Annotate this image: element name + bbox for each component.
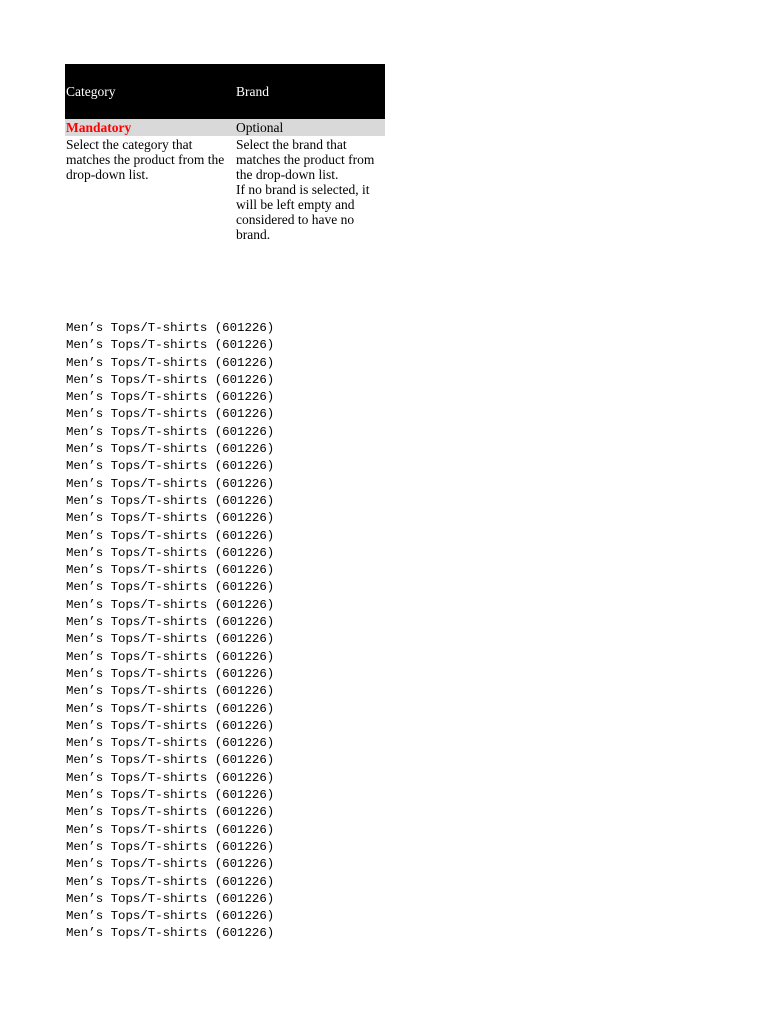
category-value-cell[interactable]: Men’s Tops/T-shirts (601226): [66, 788, 275, 803]
category-value-cell[interactable]: Men’s Tops/T-shirts (601226): [66, 909, 275, 924]
category-value-cell[interactable]: Men’s Tops/T-shirts (601226): [66, 926, 275, 941]
category-value-cell[interactable]: Men’s Tops/T-shirts (601226): [66, 753, 275, 768]
brand-description-line: If no brand is selected, it: [236, 182, 370, 197]
category-value-cell[interactable]: Men’s Tops/T-shirts (601226): [66, 684, 275, 699]
category-value-cell[interactable]: Men’s Tops/T-shirts (601226): [66, 355, 275, 370]
category-value-cell[interactable]: Men’s Tops/T-shirts (601226): [66, 718, 275, 733]
description-row: [65, 136, 385, 242]
brand-header[interactable]: Brand: [236, 83, 269, 99]
category-value-cell[interactable]: Men’s Tops/T-shirts (601226): [66, 597, 275, 612]
category-value-cell[interactable]: Men’s Tops/T-shirts (601226): [66, 770, 275, 785]
category-description-line: drop-down list.: [66, 167, 149, 182]
category-value-cell[interactable]: Men’s Tops/T-shirts (601226): [66, 649, 275, 664]
category-value-cell[interactable]: Men’s Tops/T-shirts (601226): [66, 476, 275, 491]
category-value-cell[interactable]: Men’s Tops/T-shirts (601226): [66, 528, 275, 543]
category-value-cell[interactable]: Men’s Tops/T-shirts (601226): [66, 874, 275, 889]
category-value-cell[interactable]: Men’s Tops/T-shirts (601226): [66, 805, 275, 820]
category-value-cell[interactable]: Men’s Tops/T-shirts (601226): [66, 666, 275, 681]
instruction-table: [65, 64, 385, 242]
brand-description-line: considered to have no: [236, 212, 355, 227]
brand-description-line: will be left empty and: [236, 197, 355, 212]
category-header[interactable]: Category: [66, 83, 116, 99]
category-requirement[interactable]: Mandatory: [66, 120, 132, 135]
category-value-cell[interactable]: Men’s Tops/T-shirts (601226): [66, 839, 275, 854]
category-value-cell[interactable]: Men’s Tops/T-shirts (601226): [66, 321, 275, 335]
category-value-cell[interactable]: Men’s Tops/T-shirts (601226): [66, 511, 275, 526]
category-value-cell[interactable]: Men’s Tops/T-shirts (601226): [66, 545, 275, 560]
brand-description-line: the drop-down list.: [236, 167, 339, 182]
brand-description[interactable]: [235, 137, 385, 242]
brand-requirement[interactable]: Optional: [236, 120, 284, 135]
category-description-line: matches the product from the: [66, 152, 225, 167]
category-value-cell[interactable]: Men’s Tops/T-shirts (601226): [66, 563, 275, 578]
category-value-cell[interactable]: Men’s Tops/T-shirts (601226): [66, 632, 275, 647]
brand-description-line: brand.: [236, 227, 271, 242]
category-value-cell[interactable]: Men’s Tops/T-shirts (601226): [66, 891, 275, 906]
category-value-cell[interactable]: Men’s Tops/T-shirts (601226): [66, 580, 275, 595]
header-row: [65, 64, 385, 119]
category-value-cell[interactable]: Men’s Tops/T-shirts (601226): [66, 857, 275, 872]
category-value-list: [66, 320, 274, 943]
category-value-cell[interactable]: Men’s Tops/T-shirts (601226): [66, 442, 275, 457]
category-value-cell[interactable]: Men’s Tops/T-shirts (601226): [66, 424, 275, 439]
brand-description-line: Select the brand that: [236, 137, 347, 152]
category-value-cell[interactable]: Men’s Tops/T-shirts (601226): [66, 390, 275, 405]
requirement-row: [65, 119, 385, 136]
category-value-cell[interactable]: Men’s Tops/T-shirts (601226): [66, 701, 275, 716]
category-description-line: Select the category that: [66, 137, 193, 152]
category-value-cell[interactable]: Men’s Tops/T-shirts (601226): [66, 407, 275, 422]
category-value-cell[interactable]: Men’s Tops/T-shirts (601226): [66, 459, 275, 474]
category-value-cell[interactable]: Men’s Tops/T-shirts (601226): [66, 736, 275, 751]
category-value-cell[interactable]: Men’s Tops/T-shirts (601226): [66, 338, 275, 353]
category-value-cell[interactable]: Men’s Tops/T-shirts (601226): [66, 372, 275, 387]
category-value-cell[interactable]: Men’s Tops/T-shirts (601226): [66, 822, 275, 837]
category-value-cell[interactable]: Men’s Tops/T-shirts (601226): [66, 493, 275, 508]
category-description[interactable]: [65, 137, 235, 242]
category-value-cell[interactable]: Men’s Tops/T-shirts (601226): [66, 615, 275, 630]
brand-description-line: matches the product from: [236, 152, 375, 167]
